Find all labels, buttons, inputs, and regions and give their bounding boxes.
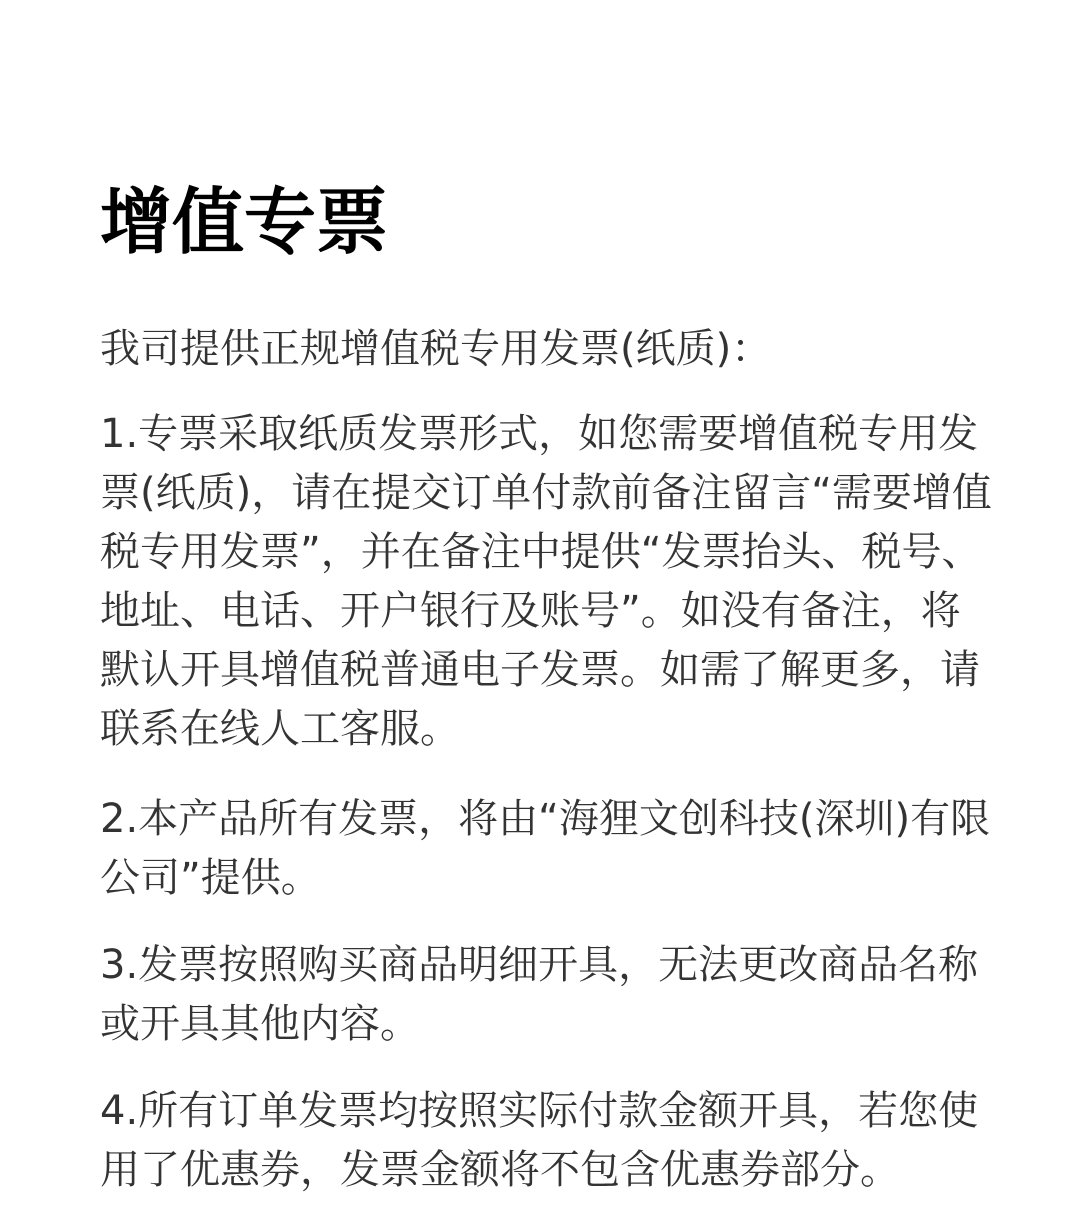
- invoice-intro: 我司提供正规增值税专用发票(纸质)：: [100, 326, 772, 372]
- invoice-rule-2: 2.本产品所有发票，将由“海狸文创科技(深圳)有限公司”提供。: [100, 796, 991, 901]
- page-title: 增值专票: [100, 180, 389, 265]
- invoice-rule-1: 1.专票采取纸质发票形式，如您需要增值税专用发票(纸质)，请在提交订单付款前备注留言“需要增值税专用发票”，并在备注中提供“发票抬头、税号、地址、电话、开户银行及账号”。如没有备注，将默认开具增值税普通电子发票。如需了解更多，请联系在线人工客服。: [100, 411, 992, 752]
- invoice-rule-4: 4.所有订单发票均按照实际付款金额开具，若您使用了优惠券，发票金额将不包含优惠券部分。: [100, 1088, 979, 1193]
- invoice-rule-3: 3.发票按照购买商品明细开具，无法更改商品名称或开具其他内容。: [100, 942, 979, 1047]
